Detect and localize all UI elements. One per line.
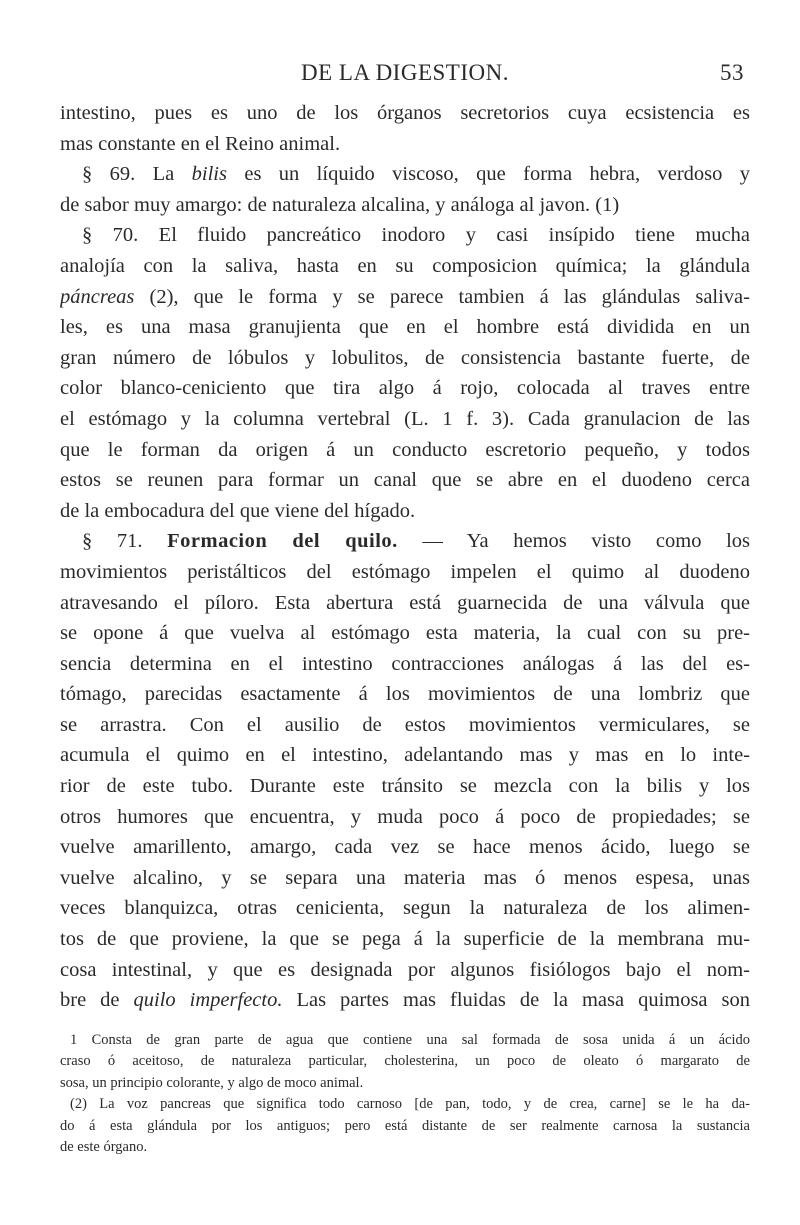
book-page bbox=[60, 50, 750, 1159]
body-text bbox=[60, 98, 750, 1016]
text-line: color blanco-ceniciento que tira algo á rojo, colocada al traves entre bbox=[60, 377, 750, 400]
text-run: § 69. La bbox=[82, 163, 192, 186]
text-run: — Ya hemos visto como los bbox=[397, 530, 750, 553]
text-line: que le forman da origen á un conducto escretorio pequeño, y todos bbox=[60, 438, 750, 461]
text-line: gran número de lóbulos y lobulitos, de consistencia bastante fuerte, de bbox=[60, 346, 750, 369]
text-line: movimientos peristálticos del estómago impelen el quimo al duodeno bbox=[60, 560, 750, 583]
footnote-line: de este órgano. bbox=[60, 1139, 148, 1156]
text-line bbox=[60, 526, 750, 557]
text-line: tos de que proviene, la que se pega á la superficie de la membrana mu- bbox=[60, 928, 750, 951]
text-line: vuelve alcalino, y se separa una materia mas ó menos espesa, unas bbox=[60, 866, 750, 889]
text-line bbox=[60, 985, 750, 1016]
text-run: § 71. bbox=[82, 530, 168, 553]
text-line: veces blanquizca, otras cenicienta, segun la naturaleza de los alimen- bbox=[60, 897, 750, 920]
footnote-line: craso ó aceitoso, de naturaleza particular, cholesterina, un poco de oleato ó margarato de bbox=[60, 1053, 750, 1070]
section-heading: Formacion del quilo. bbox=[167, 530, 398, 553]
footnote-line: (2) La voz pancreas que significa todo carnoso [de pan, todo, y de crea, carne] se le ha da- bbox=[70, 1096, 750, 1113]
page-number: 53 bbox=[720, 60, 744, 85]
italic-term: bilis bbox=[191, 163, 227, 186]
text-line: de sabor muy amargo: de naturaleza alcalina, y análoga al javon. (1) bbox=[60, 193, 620, 216]
text-line bbox=[60, 282, 750, 313]
footnote-line: sosa, un principio colorante, y algo de moco animal. bbox=[60, 1074, 364, 1091]
text-run: es un líquido viscoso, que forma hebra, verdoso y bbox=[226, 163, 750, 186]
text-run: bre de bbox=[60, 989, 134, 1012]
text-line: sencia determina en el intestino contracciones análogas á las del es- bbox=[60, 652, 750, 675]
footnote-line: 1 Consta de gran parte de agua que contiene una sal formada de sosa unida á un ácido bbox=[70, 1031, 750, 1048]
text-line: § 70. El fluido pancreático inodoro y casi insípido tiene mucha bbox=[82, 224, 750, 247]
text-run: (2), que le forma y se parece tambien á las glándulas saliva- bbox=[134, 285, 750, 308]
text-line: les, es una masa granujienta que en el hombre está dividida en un bbox=[60, 316, 750, 339]
text-line: el estómago y la columna vertebral (L. 1 f. 3). Cada granulacion de las bbox=[60, 407, 750, 430]
text-line: otros humores que encuentra, y muda poco á poco de propiedades; se bbox=[60, 805, 750, 828]
italic-term: quilo imperfecto. bbox=[133, 989, 283, 1012]
text-line: estos se reunen para formar un canal que se abre en el duodeno cerca bbox=[60, 469, 750, 492]
text-line: acumula el quimo en el intestino, adelantando mas y mas en lo inte- bbox=[60, 744, 750, 767]
footnotes bbox=[60, 1030, 750, 1159]
text-run: Las partes mas fluidas de la masa quimosa son bbox=[282, 989, 750, 1012]
footnote-line: do á esta glándula por los antiguos; pero está distante de ser realmente carnosa la sustancia bbox=[60, 1117, 750, 1134]
text-line: tómago, parecidas esactamente á los movimientos de una lombriz que bbox=[60, 683, 750, 706]
running-head bbox=[60, 50, 750, 90]
text-line: se arrastra. Con el ausilio de estos movimientos vermiculares, se bbox=[60, 713, 750, 736]
text-line: de la embocadura del que viene del hígado. bbox=[60, 499, 416, 522]
text-line: intestino, pues es uno de los órganos secretorios cuya ecsistencia es bbox=[60, 102, 750, 124]
text-line: rior de este tubo. Durante este tránsito se mezcla con la bilis y los bbox=[60, 775, 750, 798]
text-line: se opone á que vuelva al estómago esta materia, la cual con su pre- bbox=[60, 622, 750, 645]
italic-term: páncreas bbox=[60, 285, 135, 308]
running-title: DE LA DIGESTION. bbox=[301, 60, 509, 85]
text-line bbox=[60, 159, 750, 190]
text-line: mas constante en el Reino animal. bbox=[60, 132, 341, 155]
text-line: cosa intestinal, y que es designada por algunos fisiólogos bajo el nom- bbox=[60, 958, 750, 981]
text-line: vuelve amarillento, amargo, cada vez se hace menos ácido, luego se bbox=[60, 836, 750, 859]
text-line: atravesando el píloro. Esta abertura está guarnecida de una válvula que bbox=[60, 591, 750, 614]
text-line: analojía con la saliva, hasta en su composicion química; la glándula bbox=[60, 254, 750, 277]
